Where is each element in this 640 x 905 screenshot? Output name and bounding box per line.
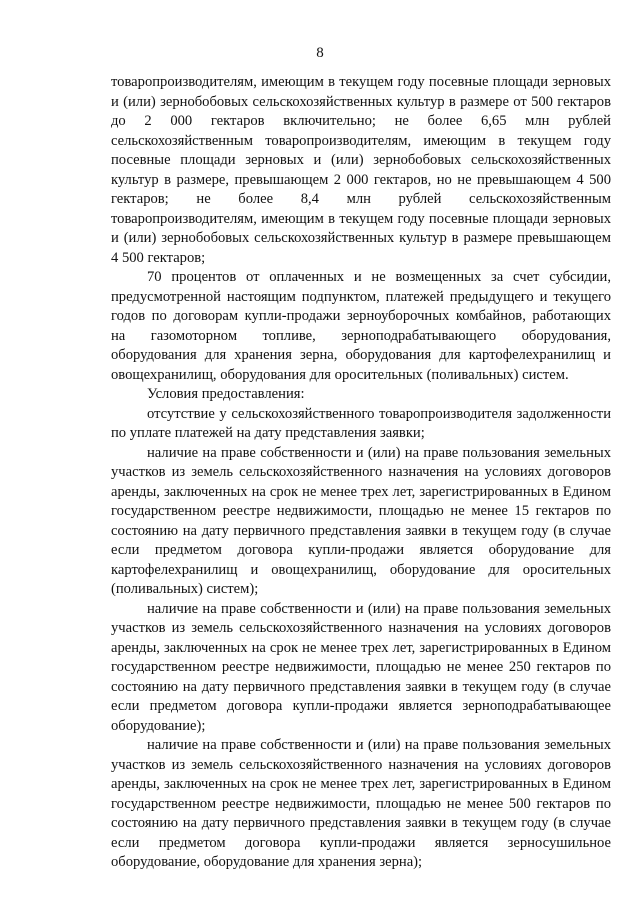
paragraph-no-debt: отсутствие у сельскохозяйственного товаропроизводителя задолженности по уплате платежей на дату представления заявки; xyxy=(111,405,611,441)
page-number: 8 xyxy=(316,45,324,61)
paragraph-land-500-ha: наличие на праве собственности и (или) на праве пользования земельных участков из земель сельскохозяйственного назначения на условиях договоров аренды, заключенных на срок не менее трех лет, зарегистрированных в Едином государственном реестре недвижимости, площадью не менее 500 гектаров по состоянию на дату первичного представления заявки в текущем году (в случае если предметом договора купли-продажи является зерносушильное оборудование, оборудование для хранения зерна); xyxy=(111,737,611,870)
paragraph-continuation: товаропроизводителям, имеющим в текущем году посевные площади зерновых и (или) зернобобовых сельскохозяйственных культур в размере от 500 гектаров до 2 000 гектаров включительно; не более 6,65 млн рублей сельскохозяйственным товаропроизводителям, имеющим в текущем году посевные площади зерновых и (или) зернобобовых сельскохозяйственных культур в размере, превышающем 2 000 гектаров, но не превышающем 4 500 гектаров; не более 8,4 млн рублей сельскохозяйственным товаропроизводителям, имеющим в текущем году посевные площади зерновых и (или) зернобобовых сельскохозяйственных культур в размере превышающем 4 500 гектаров; xyxy=(111,74,611,266)
paragraph-conditions-heading: Условия предоставления: xyxy=(147,386,305,402)
paragraph-land-15-ha: наличие на праве собственности и (или) на праве пользования земельных участков из земель сельскохозяйственного назначения на условиях договоров аренды, заключенных на срок не менее трех лет, зарегистрированных в Едином государственном реестре недвижимости, площадью не менее 15 гектаров по состоянию на дату первичного представления заявки в текущем году (в случае если предметом договора купли-продажи является оборудование для картофелехранилищ и овощехранилищ, оборудование для оросительных (поливальных) систем); xyxy=(111,444,611,597)
paragraph-70-percent: 70 процентов от оплаченных и не возмещенных за счет субсидии, предусмотренной настоящим подпунктом, платежей предыдущего и текущего годов по договорам купли-продажи зерноуборочных комбайнов, работающих на газомоторном топливе, зерноподрабатывающего оборудования, оборудования для хранения зерна, оборудования для картофелехранилищ и овощехранилищ, оборудования для оросительных (поливальных) систем. xyxy=(111,269,611,383)
document-body xyxy=(111,73,611,873)
paragraph-land-250-ha: наличие на праве собственности и (или) на праве пользования земельных участков из земель сельскохозяйственного назначения на условиях договоров аренды, заключенных на срок не менее трех лет, зарегистрированных в Едином государственном реестре недвижимости, площадью не менее 250 гектаров по состоянию на дату первичного представления заявки в текущем году (в случае если предметом договора купли-продажи является зерноподрабатывающее оборудование); xyxy=(111,600,611,734)
